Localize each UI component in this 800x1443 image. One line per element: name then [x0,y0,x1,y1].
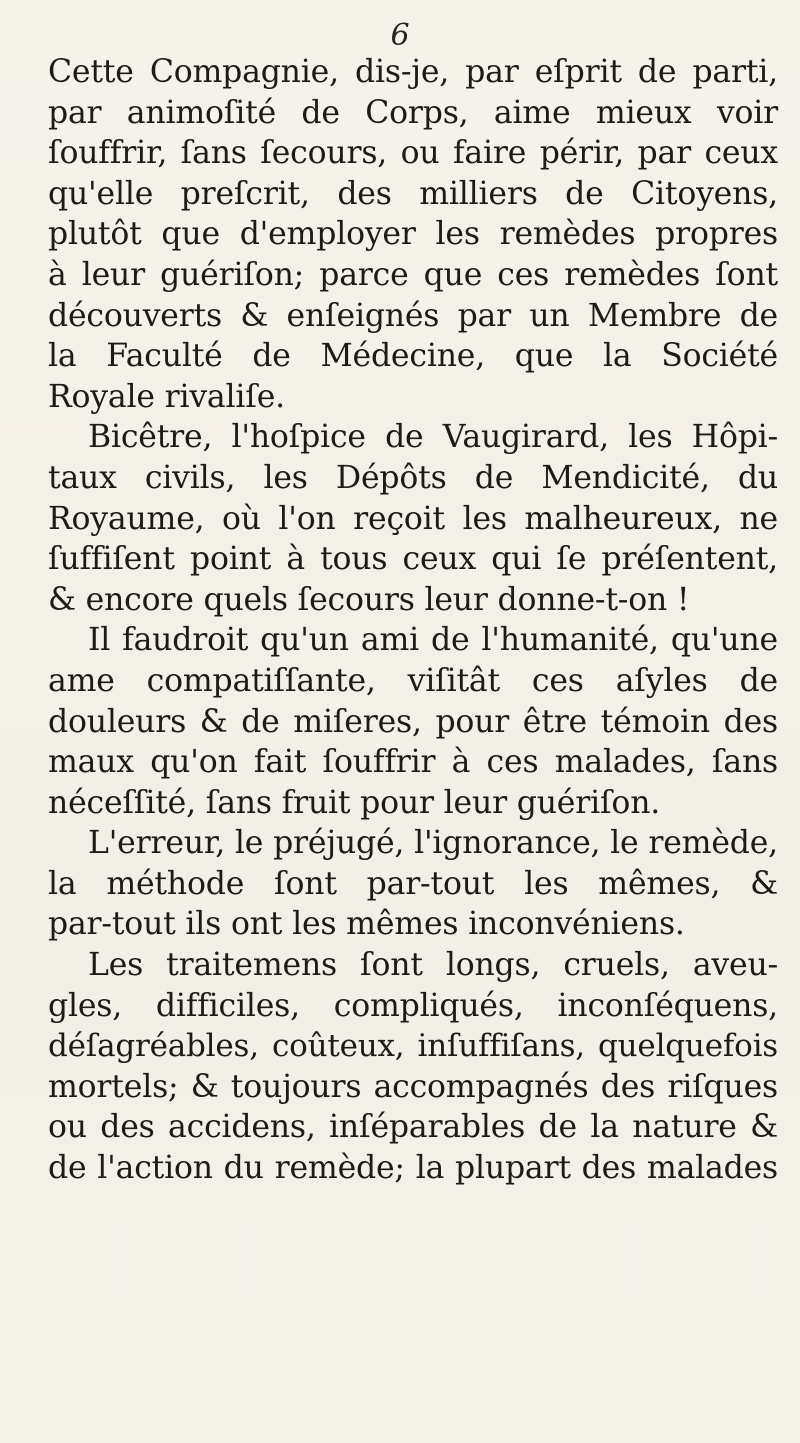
text-line: & encore quels ſecours leur donne-t-on ! [48,581,690,618]
text-line: plutôt que d'employer les remèdes propres [48,216,778,253]
text-line: Royaume, où l'on reçoit les malheureux, ne [48,500,778,537]
page-number: 6 [390,18,410,53]
text-line: ſuffiſent point à tous ceux qui ſe préſentent, [48,541,778,578]
text-line: Cette Compagnie, dis-je, par eſprit de parti, [48,54,778,90]
text-line: Royale rivaliſe. [48,378,285,415]
text-line: par animoſité de Corps, aime mieux voir [48,94,778,131]
text-line: Bicêtre, l'hoſpice de Vaugirard, les Hôpi- [88,419,778,456]
text-line: déſagréables, coûteux, inſuffiſans, quelquefois [48,1028,778,1065]
text-line: ou des accidens, inſéparables de la nature & [48,1109,778,1146]
text-line: Les traitemens ſont longs, cruels, aveu- [88,947,778,984]
body-text [48,52,778,1189]
text-line: de l'action du remède; la plupart des malades [48,1150,778,1187]
text-line: à leur guériſon; parce que ces remèdes ſont [48,256,778,293]
text-line: néceſſité, ſans fruit pour leur guériſon. [48,784,661,821]
text-line: par-tout ils ont les mêmes inconvéniens. [48,906,685,943]
text-line: qu'elle preſcrit, des milliers de Citoyens, [48,175,778,212]
text-line: maux qu'on fait ſouffrir à ces malades, ſans [48,744,778,781]
text-line: L'erreur, le préjugé, l'ignorance, le remède, [88,825,778,862]
text-line: taux civils, les Dépôts de Mendicité, du [48,459,778,496]
text-line: ſouffrir, ſans ſecours, ou faire périr, par ceux [48,135,778,172]
text-line: ame compatiſſante, viſitât ces aſyles de [48,662,778,699]
text-line: mortels; & toujours accompagnés des riſques [48,1068,778,1105]
text-line: découverts & enſeignés par un Membre de [48,297,778,334]
text-line: la Faculté de Médecine, que la Société [48,338,778,375]
text-line: douleurs & de miſeres, pour être témoin des [48,703,778,740]
text-line: Il faudroit qu'un ami de l'humanité, qu'une [88,622,778,659]
text-line: gles, difficiles, compliqués, inconſéquens, [48,987,778,1024]
text-line: la méthode ſont par-tout les mêmes, & [48,865,778,902]
